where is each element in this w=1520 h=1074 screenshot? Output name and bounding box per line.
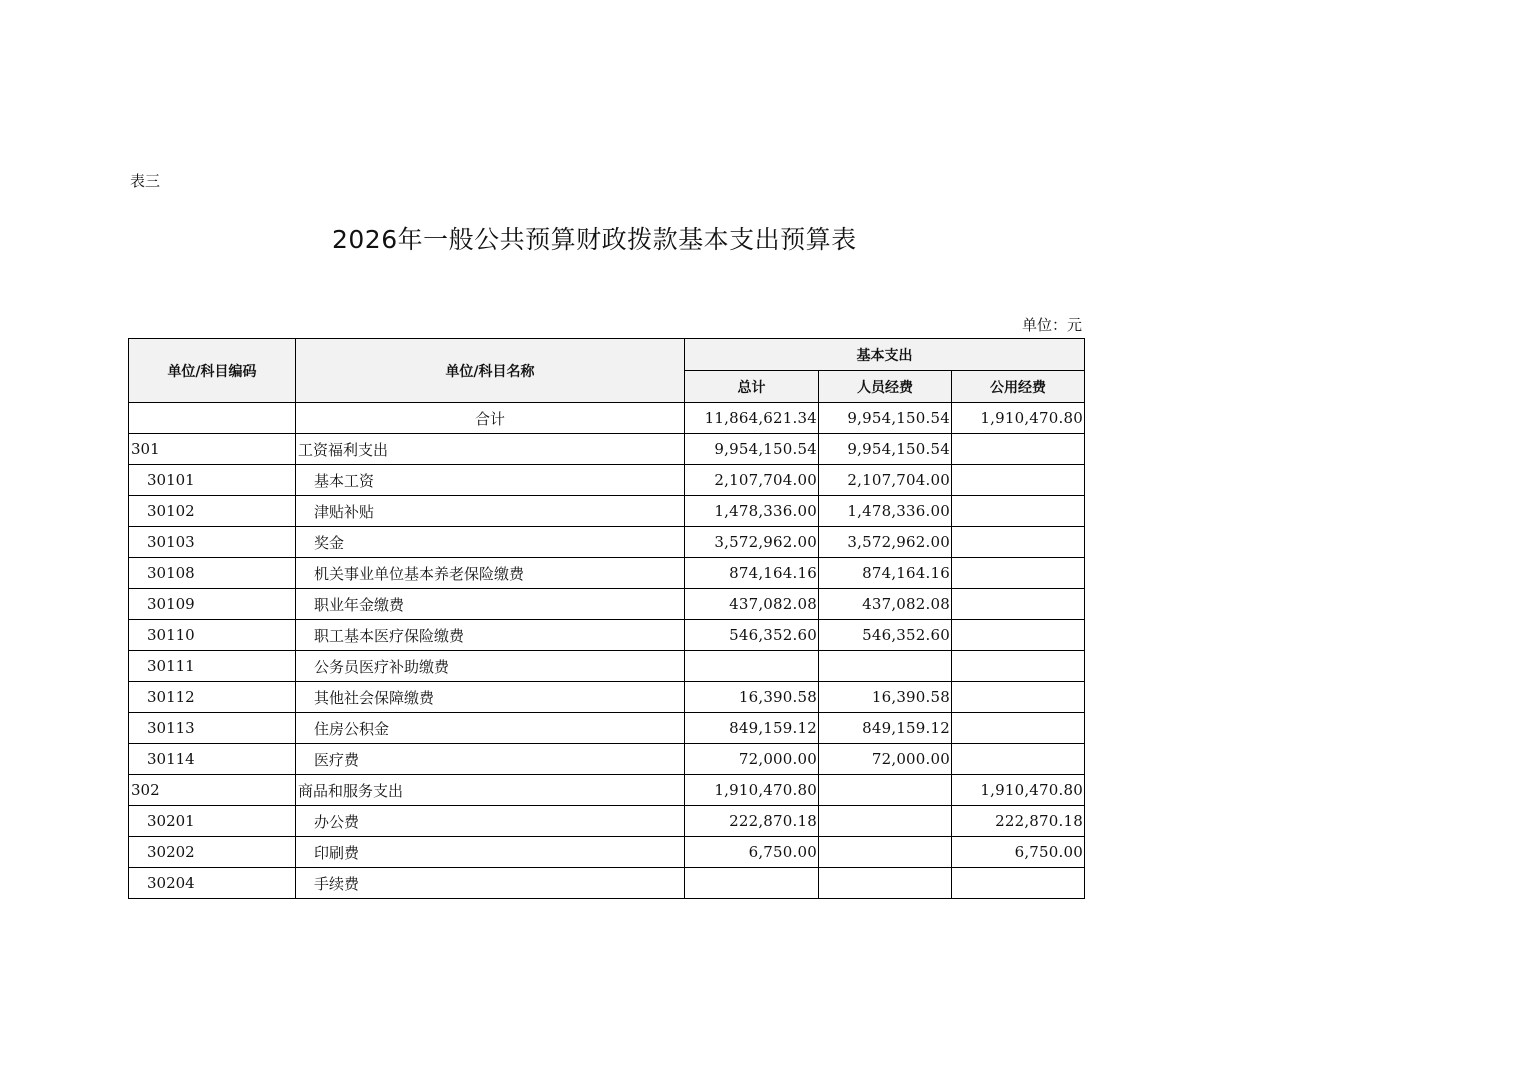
cell-total: 849,159.12 xyxy=(685,713,819,744)
cell-code: 30204 xyxy=(129,868,296,899)
cell-name: 医疗费 xyxy=(296,744,685,775)
cell-code: 30111 xyxy=(129,651,296,682)
cell-personnel: 546,352.60 xyxy=(819,620,952,651)
cell-personnel: 9,954,150.54 xyxy=(819,434,952,465)
unit-label: 单位：元 xyxy=(1021,316,1082,334)
cell-name: 其他社会保障缴费 xyxy=(296,682,685,713)
cell-public xyxy=(952,651,1085,682)
cell-total xyxy=(685,868,819,899)
table-row xyxy=(129,651,1085,682)
document-title: 2026年一般公共预算财政拨款基本支出预算表 xyxy=(332,225,857,254)
cell-personnel xyxy=(819,775,952,806)
cell-name: 办公费 xyxy=(296,806,685,837)
cell-public xyxy=(952,434,1085,465)
table-row xyxy=(129,620,1085,651)
cell-code: 30202 xyxy=(129,837,296,868)
cell-total: 874,164.16 xyxy=(685,558,819,589)
cell-total: 16,390.58 xyxy=(685,682,819,713)
cell-code: 30110 xyxy=(129,620,296,651)
cell-personnel: 16,390.58 xyxy=(819,682,952,713)
cell-public xyxy=(952,682,1085,713)
cell-code: 30112 xyxy=(129,682,296,713)
cell-name: 商品和服务支出 xyxy=(296,775,685,806)
table-row xyxy=(129,744,1085,775)
header-code: 单位/科目编码 xyxy=(129,339,296,403)
cell-personnel xyxy=(819,806,952,837)
cell-name: 职业年金缴费 xyxy=(296,589,685,620)
cell-personnel: 2,107,704.00 xyxy=(819,465,952,496)
cell-public xyxy=(952,496,1085,527)
cell-public: 1,910,470.80 xyxy=(952,403,1085,434)
cell-personnel: 72,000.00 xyxy=(819,744,952,775)
cell-public xyxy=(952,744,1085,775)
cell-public: 222,870.18 xyxy=(952,806,1085,837)
cell-total: 1,478,336.00 xyxy=(685,496,819,527)
cell-personnel xyxy=(819,651,952,682)
table-row xyxy=(129,558,1085,589)
cell-code: 30108 xyxy=(129,558,296,589)
cell-public xyxy=(952,868,1085,899)
cell-personnel: 1,478,336.00 xyxy=(819,496,952,527)
header-total: 总计 xyxy=(685,371,819,403)
cell-name: 津贴补贴 xyxy=(296,496,685,527)
cell-public xyxy=(952,620,1085,651)
header-public: 公用经费 xyxy=(952,371,1085,403)
cell-public: 1,910,470.80 xyxy=(952,775,1085,806)
cell-public xyxy=(952,713,1085,744)
header-personnel: 人员经费 xyxy=(819,371,952,403)
cell-public: 6,750.00 xyxy=(952,837,1085,868)
cell-public xyxy=(952,527,1085,558)
cell-name: 合计 xyxy=(296,403,685,434)
table-row xyxy=(129,868,1085,899)
cell-name: 职工基本医疗保险缴费 xyxy=(296,620,685,651)
table-label: 表三 xyxy=(130,172,161,190)
cell-personnel: 3,572,962.00 xyxy=(819,527,952,558)
cell-code: 30101 xyxy=(129,465,296,496)
cell-code: 301 xyxy=(129,434,296,465)
table-row xyxy=(129,806,1085,837)
cell-name: 印刷费 xyxy=(296,837,685,868)
cell-code: 30201 xyxy=(129,806,296,837)
cell-personnel: 874,164.16 xyxy=(819,558,952,589)
table-row-total xyxy=(129,403,1085,434)
cell-code: 30103 xyxy=(129,527,296,558)
cell-name: 工资福利支出 xyxy=(296,434,685,465)
cell-total: 72,000.00 xyxy=(685,744,819,775)
table-row xyxy=(129,434,1085,465)
cell-total: 437,082.08 xyxy=(685,589,819,620)
cell-public xyxy=(952,465,1085,496)
cell-code: 30114 xyxy=(129,744,296,775)
table-body xyxy=(129,403,1085,899)
cell-name: 住房公积金 xyxy=(296,713,685,744)
cell-total: 9,954,150.54 xyxy=(685,434,819,465)
table-row xyxy=(129,775,1085,806)
cell-personnel xyxy=(819,868,952,899)
cell-total: 546,352.60 xyxy=(685,620,819,651)
table-row xyxy=(129,837,1085,868)
cell-total xyxy=(685,651,819,682)
table-row xyxy=(129,527,1085,558)
table-header xyxy=(129,339,1085,403)
table-row xyxy=(129,465,1085,496)
cell-personnel xyxy=(819,837,952,868)
cell-total: 6,750.00 xyxy=(685,837,819,868)
cell-name: 机关事业单位基本养老保险缴费 xyxy=(296,558,685,589)
table-row xyxy=(129,713,1085,744)
cell-personnel: 9,954,150.54 xyxy=(819,403,952,434)
cell-total: 2,107,704.00 xyxy=(685,465,819,496)
table-row xyxy=(129,589,1085,620)
cell-name: 基本工资 xyxy=(296,465,685,496)
cell-code: 30109 xyxy=(129,589,296,620)
cell-name: 公务员医疗补助缴费 xyxy=(296,651,685,682)
cell-code: 30102 xyxy=(129,496,296,527)
cell-name: 手续费 xyxy=(296,868,685,899)
header-basic-expenditure: 基本支出 xyxy=(685,339,1085,371)
cell-code xyxy=(129,403,296,434)
cell-code: 30113 xyxy=(129,713,296,744)
cell-personnel: 849,159.12 xyxy=(819,713,952,744)
header-name: 单位/科目名称 xyxy=(296,339,685,403)
table-row xyxy=(129,682,1085,713)
cell-total: 222,870.18 xyxy=(685,806,819,837)
cell-name: 奖金 xyxy=(296,527,685,558)
budget-table xyxy=(128,338,1085,899)
cell-total: 11,864,621.34 xyxy=(685,403,819,434)
cell-total: 1,910,470.80 xyxy=(685,775,819,806)
cell-public xyxy=(952,558,1085,589)
table-row xyxy=(129,496,1085,527)
cell-total: 3,572,962.00 xyxy=(685,527,819,558)
cell-personnel: 437,082.08 xyxy=(819,589,952,620)
cell-code: 302 xyxy=(129,775,296,806)
cell-public xyxy=(952,589,1085,620)
